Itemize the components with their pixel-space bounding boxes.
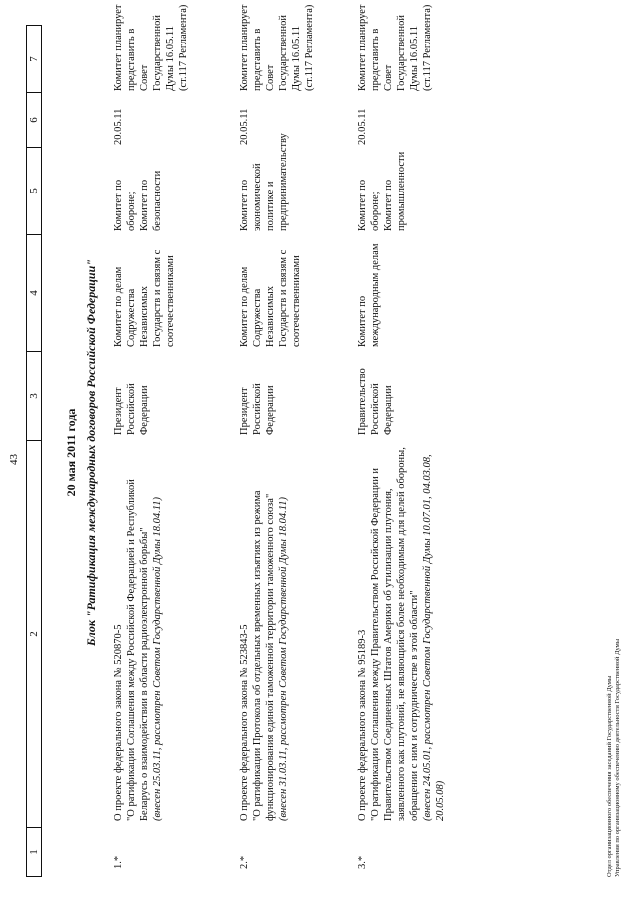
bill-description: [356, 443, 447, 821]
date-title: 20 мая 2011 года: [64, 408, 78, 497]
row-status: Комитет планирует представить в Совет Государственной Думы 16.05.11 (ст.117 Регламента): [357, 4, 433, 91]
column-number-4: 4: [27, 235, 42, 352]
column-number-6: 6: [27, 93, 42, 148]
bill-title: О проекте федерального закона № 523843-5: [239, 624, 250, 821]
co-executor-committees: Комитет по обороне; Комитет по безопасности: [113, 170, 163, 231]
row-number: 2.*: [239, 855, 250, 869]
initiator: Президент Российской Федерации: [239, 383, 276, 435]
bill-text: "О ратификации Соглашения между Российской Федерацией и Республикой Беларусь о взаимодействии в области радиоэлектронной борьбы": [126, 479, 150, 821]
bill-text: "О ратификации Соглашения между Правительством Российской Федерации и Правительством Соединенных Штатов Америки об утилизации плутония, заявленного как плутоний, не являющийся более необходимым для целей обороны, обращении с ним и сотрудничестве в этой области": [370, 447, 420, 821]
page-number: 43: [8, 454, 20, 465]
initiator: Правительство Российской Федерации: [357, 368, 394, 435]
row-date: 20.05.11: [113, 108, 124, 145]
row-status: Комитет планирует представить в Совет Государственной Думы 16.05.11 (ст.117 Регламента): [113, 4, 189, 91]
row-status: Комитет планирует представить в Совет Государственной Думы 16.05.11 (ст.117 Регламента): [239, 4, 315, 91]
bill-text: "О ратификации Протокола об отдельных временных изъятиях из режима функционирования единой таможенной территории таможенного союза": [252, 490, 276, 821]
bill-note: (внесен 24.05.01, рассмотрен Советом Государственной Думы 10.07.01, 04.03.08, 20.05.08): [422, 454, 446, 821]
row-number: 1.*: [113, 855, 124, 869]
row-number: 3.*: [357, 855, 368, 869]
column-number-7: 7: [27, 26, 42, 93]
bill-title: О проекте федерального закона № 95189-3: [357, 629, 368, 821]
bill-note: (внесен 31.03.11, рассмотрен Советом Государственной Думы 18.04.11): [278, 497, 289, 821]
column-number-1: 1: [27, 828, 42, 877]
bill-title: О проекте федерального закона № 520870-5: [113, 624, 124, 821]
column-number-3: 3: [27, 352, 42, 441]
block-title: Блок "Ратификация международных договоров Российской Федерации": [84, 259, 98, 646]
row-date: 20.05.11: [239, 108, 250, 145]
responsible-committee: Комитет по делам Содружества Независимых Государств и связям с соотечественниками: [113, 249, 176, 347]
footer-line-1: Отдел организационного обеспечения заседаний Государственной Думы: [606, 675, 613, 877]
column-number-5: 5: [27, 148, 42, 235]
bill-note: (внесен 25.03.11, рассмотрен Советом Государственной Думы 18.04.11): [152, 497, 163, 821]
column-number-2: 2: [27, 441, 42, 828]
column-header-row: [26, 25, 42, 877]
responsible-committee: Комитет по международным делам: [357, 243, 381, 347]
footer: [606, 639, 622, 877]
row-date: 20.05.11: [357, 108, 368, 145]
co-executor-committees: Комитет по экономической политике и предпринимательству: [239, 133, 289, 231]
bill-description: [238, 443, 290, 821]
co-executor-committees: Комитет по обороне; Комитет по промышленности: [357, 151, 407, 231]
initiator: Президент Российской Федерации: [113, 383, 150, 435]
bill-description: [112, 443, 164, 821]
responsible-committee: Комитет по делам Содружества Независимых Государств и связям с соотечественниками: [239, 249, 302, 347]
footer-line-2: Управления по организационному обеспечению деятельности Государственной Думы: [614, 638, 621, 877]
